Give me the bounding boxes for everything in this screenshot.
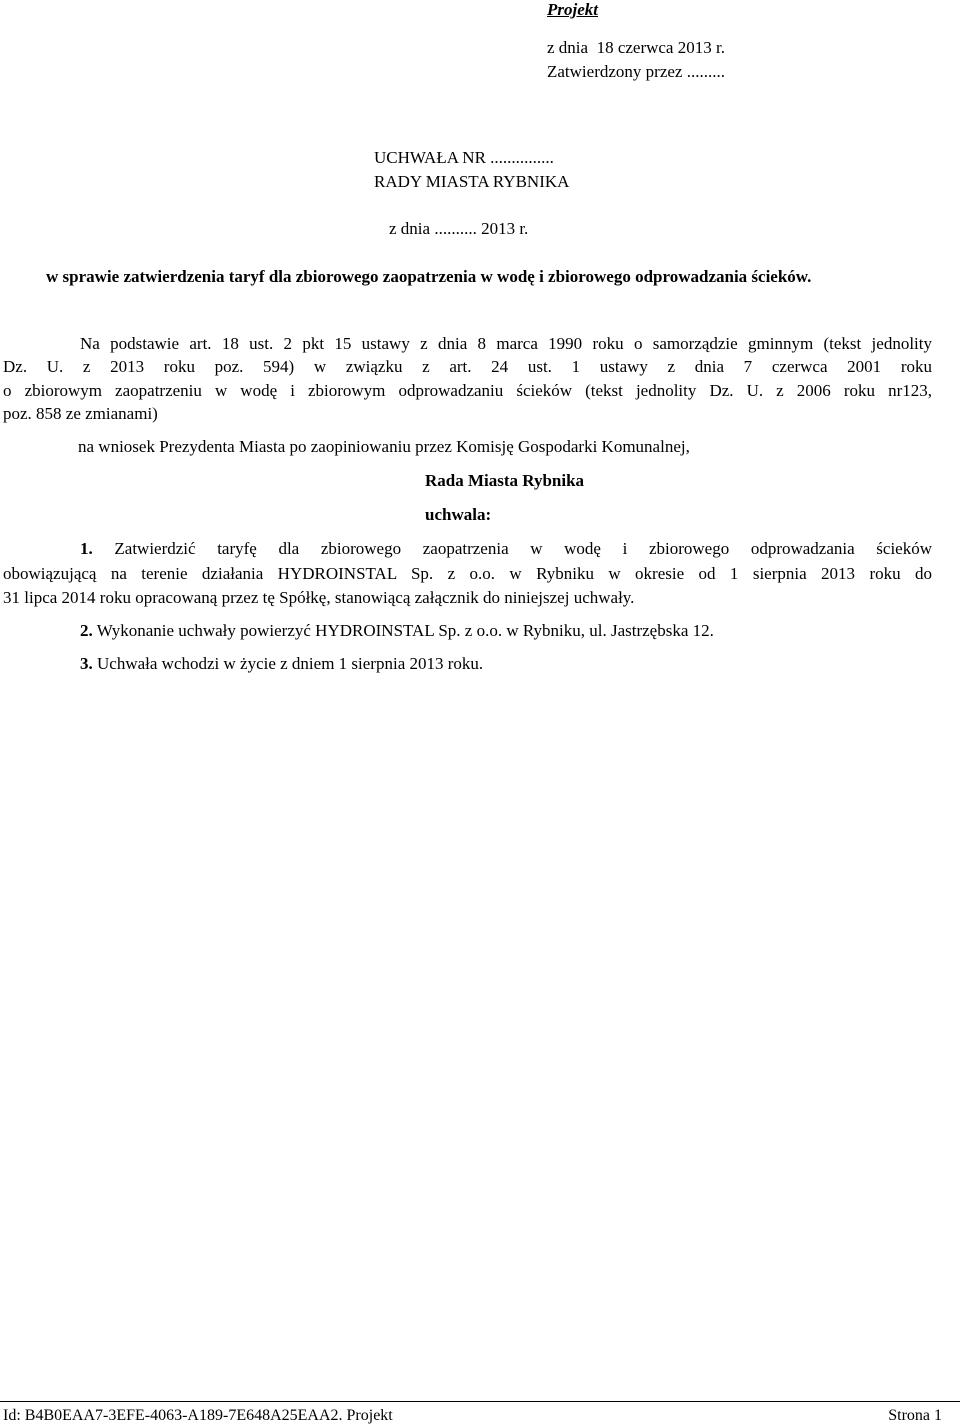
paragraph-3-number: 3. — [80, 654, 93, 673]
paragraph-2-number: 2. — [80, 621, 93, 640]
resolves-label: uchwala: — [425, 505, 492, 524]
footer-page-number: Strona 1 — [888, 1407, 942, 1424]
resolution-subject: w sprawie zatwierdzenia taryf dla zbiorowego zaopatrzenia w wodę i zbiorowego odprowadzania ścieków. — [46, 267, 812, 286]
paragraph-3-text: Uchwała wchodzi w życie z dniem 1 sierpnia 2013 roku. — [97, 654, 484, 673]
paragraph-2-text: Wykonanie uchwały powierzyć HYDROINSTAL Sp. z o.o. w Rybniku, ul. Jastrzębska 12. — [96, 621, 714, 640]
paragraph-3 — [80, 654, 483, 674]
header-date: z dnia 18 czerwca 2013 r. — [547, 38, 725, 57]
paragraph-1-line-3: 31 lipca 2014 roku opracowaną przez tę Spółkę, stanowiącą załącznik do niniejszej uchwały. — [3, 588, 635, 607]
paragraph-1-number: 1. — [80, 539, 93, 558]
legal-basis-line-2: Dz. U. z 2013 roku poz. 594) w związku z art. 24 ust. 1 ustawy z dnia 7 czerwca 2001 roku — [3, 357, 932, 376]
resolution-date: z dnia .......... 2013 r. — [389, 219, 529, 238]
legal-basis-line-1: Na podstawie art. 18 ust. 2 pkt 15 ustawy z dnia 8 marca 1990 roku o samorządzie gminnym (tekst jednolity — [80, 334, 932, 353]
motion-text: na wniosek Prezydenta Miasta po zaopiniowaniu przez Komisję Gospodarki Komunalnej, — [78, 437, 690, 456]
paragraph-1-line-2: obowiązującą na terenie działania HYDROINSTAL Sp. z o.o. w Rybniku w okresie od 1 sierpnia 2013 roku do — [3, 564, 932, 583]
legal-basis-line-3: o zbiorowym zaopatrzeniu w wodę i zbiorowym odprowadzaniu ścieków (tekst jednolity Dz. U. z 2006 roku nr123, — [3, 381, 932, 400]
header-approved: Zatwierdzony przez ......... — [547, 62, 725, 81]
paragraph-1-line-1 — [80, 539, 932, 559]
council-title: RADY MIASTA RYBNIKA — [374, 172, 570, 191]
paragraph-1-text-1: Zatwierdzić taryfę dla zbiorowego zaopatrzenia w wodę i zbiorowego odprowadzania ścieków — [114, 539, 933, 558]
legal-basis-line-4: poz. 858 ze zmianami) — [3, 404, 158, 423]
projekt-label: Projekt — [547, 0, 598, 19]
footer-divider — [0, 1401, 960, 1402]
footer-document-id: Id: B4B0EAA7-3EFE-4063-A189-7E648A25EAA2. Projekt — [3, 1407, 393, 1424]
council-name: Rada Miasta Rybnika — [425, 471, 585, 490]
resolution-number: UCHWAŁA NR ............... — [374, 148, 554, 167]
paragraph-2 — [80, 621, 714, 641]
